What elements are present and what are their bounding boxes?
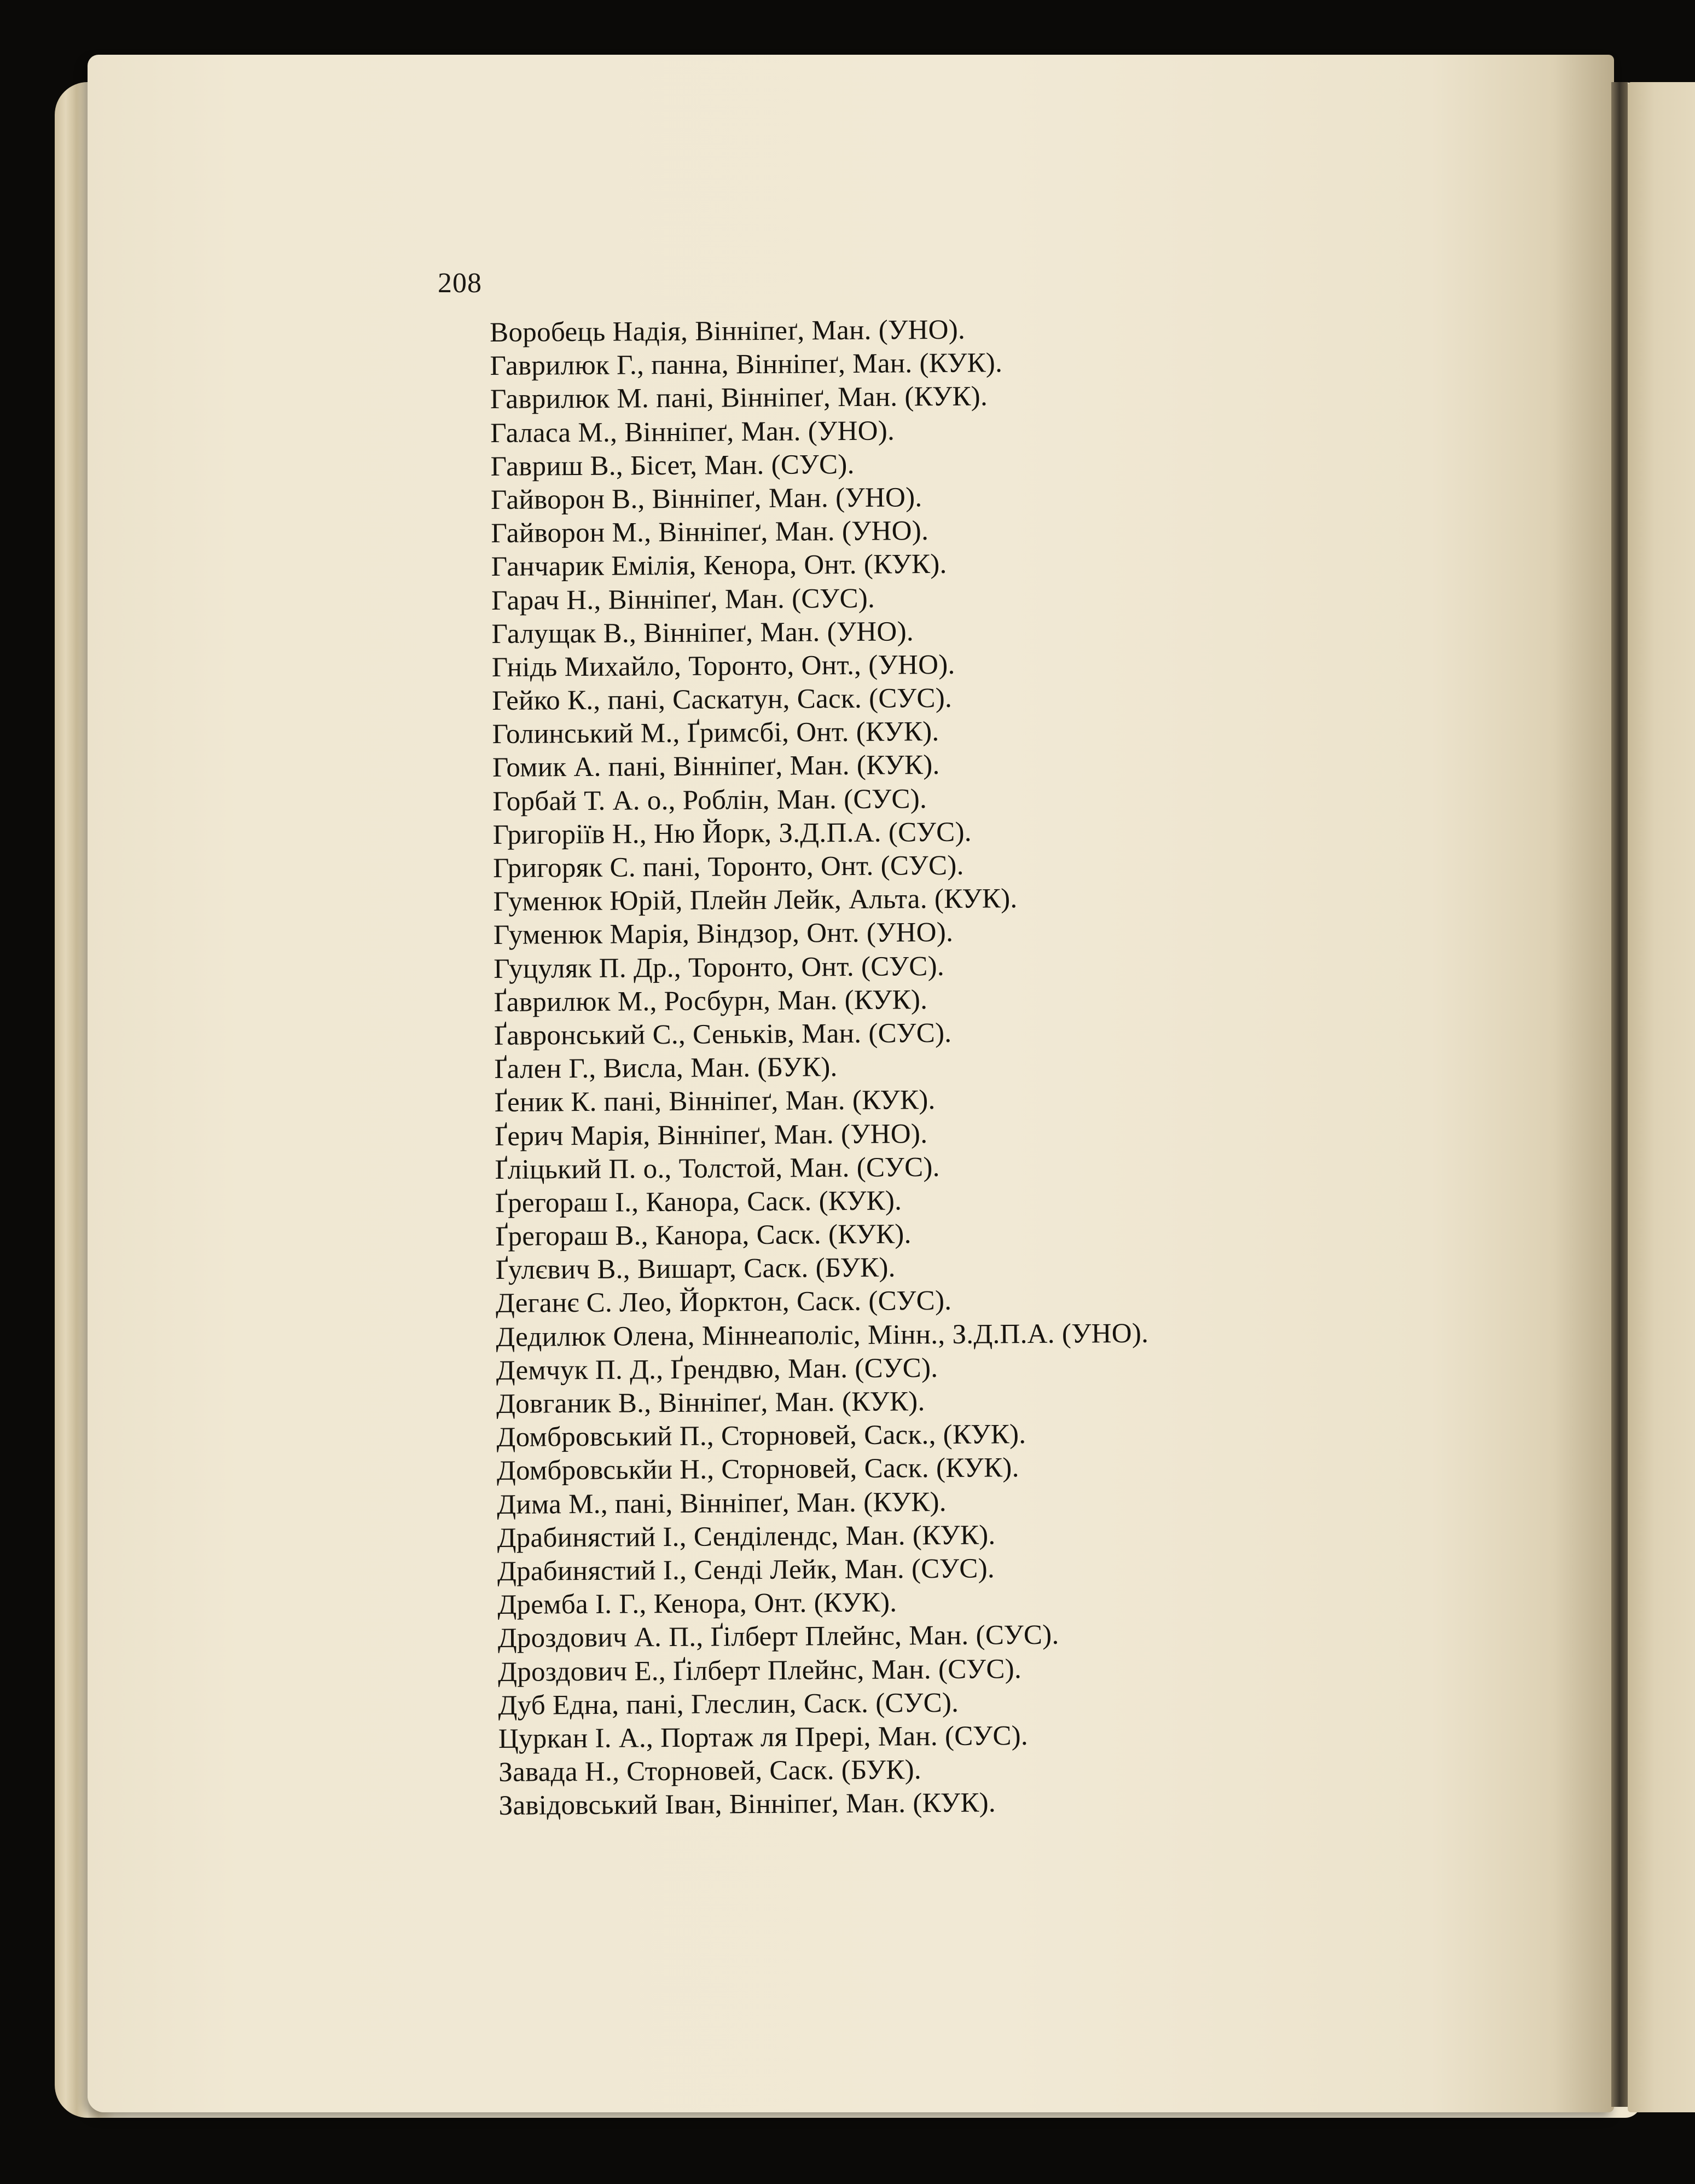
list-item: Гаврилюк Г., панна, Вінніпеґ, Ман. (КУК). — [490, 347, 1003, 382]
list-item: Ґрегораш В., Канора, Саск. (КУК). — [495, 1219, 912, 1253]
list-item: Григоріїв Н., Ню Йорк, З.Д.П.А. (СУС). — [492, 816, 972, 850]
list-item: Дремба І. Г., Кенора, Онт. (КУК). — [497, 1587, 897, 1621]
list-item: Гейко К., пані, Саскатун, Саск. (СУС). — [492, 682, 953, 717]
list-item: Гнідь Михайло, Торонто, Онт., (УНО). — [491, 649, 955, 683]
book-gutter — [1611, 82, 1628, 2107]
list-item: Завідовський Іван, Вінніпеґ, Ман. (КУК). — [498, 1787, 996, 1822]
list-item: Деганє С. Лео, Йорктон, Саск. (СУС). — [495, 1285, 952, 1319]
list-item: Гуменюк Марія, Віндзор, Онт. (УНО). — [493, 917, 954, 951]
list-item: Голинський М., Ґримсбі, Онт. (КУК). — [492, 716, 939, 750]
guest-list — [490, 312, 1152, 1823]
list-item: Ґліцький П. о., Толстой, Ман. (СУС). — [495, 1151, 940, 1185]
list-item: Демчук П. Д., Ґрендвю, Ман. (СУС). — [496, 1352, 938, 1386]
list-item: Григоряк С. пані, Торонто, Онт. (СУС). — [492, 850, 964, 884]
facing-page-edge — [1628, 82, 1695, 2112]
list-item: Гайворон В., Вінніпеґ, Ман. (УНО). — [490, 482, 922, 515]
list-item: Галущак В., Вінніпеґ, Ман. (УНО). — [491, 616, 914, 650]
list-item: Гуцуляк П. Др., Торонто, Онт. (СУС). — [494, 951, 945, 984]
list-item: Цуркан І. А., Портаж ля Прері, Ман. (СУС). — [498, 1720, 1029, 1754]
list-item: Ґаврилюк М., Росбурн, Ман. (КУК). — [494, 984, 928, 1018]
list-item: Гомик А. пані, Вінніпеґ, Ман. (КУК). — [492, 750, 940, 784]
list-item: Довганик В., Вінніпеґ, Ман. (КУК). — [496, 1386, 925, 1420]
list-item: Ґулєвич В., Вишарт, Саск. (БУК). — [495, 1252, 896, 1286]
list-item: Воробець Надія, Вінніпеґ, Ман. (УНО). — [490, 314, 966, 348]
list-item: Драбинястий І., Сенділендс, Ман. (КУК). — [497, 1520, 996, 1554]
list-item: Ґавронський С., Сеньків, Ман. (СУС). — [494, 1017, 952, 1051]
list-item: Гарач Н., Вінніпеґ, Ман. (СУС). — [491, 583, 875, 616]
list-item: Дедилюк Олена, Міннеаполіс, Мінн., З.Д.П.А. (УНО). — [496, 1318, 1149, 1353]
list-item: Дроздович А. П., Ґілберт Плейнс, Ман. (СУС). — [497, 1620, 1059, 1654]
list-item: Драбинястий І., Сенді Лейк, Ман. (СУС). — [497, 1553, 995, 1587]
list-item: Гайворон М., Вінніпеґ, Ман. (УНО). — [491, 515, 929, 549]
list-item: Ґален Г., Висла, Ман. (БУК). — [494, 1052, 838, 1085]
list-item: Завада Н., Сторновей, Саск. (БУК). — [498, 1754, 922, 1788]
list-item: Домбровський П., Сторновей, Саск., (КУК). — [496, 1419, 1026, 1453]
list-item: Дроздович Е., Ґілберт Плейнс, Ман. (СУС). — [497, 1653, 1022, 1688]
list-item: Ґрегораш І., Канора, Саск. (КУК). — [495, 1185, 902, 1219]
list-item: Гаврилюк М. пані, Вінніпеґ, Ман. (КУК). — [490, 381, 988, 415]
list-item: Ґеник К. пані, Вінніпеґ, Ман. (КУК). — [494, 1085, 936, 1119]
list-item: Дима М., пані, Вінніпеґ, Ман. (КУК). — [497, 1486, 947, 1520]
list-item: Горбай Т. А. о., Роблін, Ман. (СУС). — [492, 783, 927, 817]
list-item: Гуменюк Юрій, Плейн Лейк, Альта. (КУК). — [493, 883, 1018, 918]
list-item: Домбровськйи Н., Сторновей, Саск. (КУК). — [496, 1452, 1019, 1487]
list-item: Дуб Една, пані, Глеслин, Саск. (СУС). — [498, 1687, 959, 1721]
list-item: Гавриш В., Бісет, Ман. (СУС). — [490, 449, 855, 482]
list-item: Галаса М., Вінніпеґ, Ман. (УНО). — [490, 415, 895, 449]
list-item: Ганчарик Емілія, Кенора, Онт. (КУК). — [491, 549, 947, 583]
page-number: 208 — [438, 268, 482, 299]
list-item: Ґерич Марія, Вінніпеґ, Ман. (УНО). — [494, 1118, 928, 1152]
